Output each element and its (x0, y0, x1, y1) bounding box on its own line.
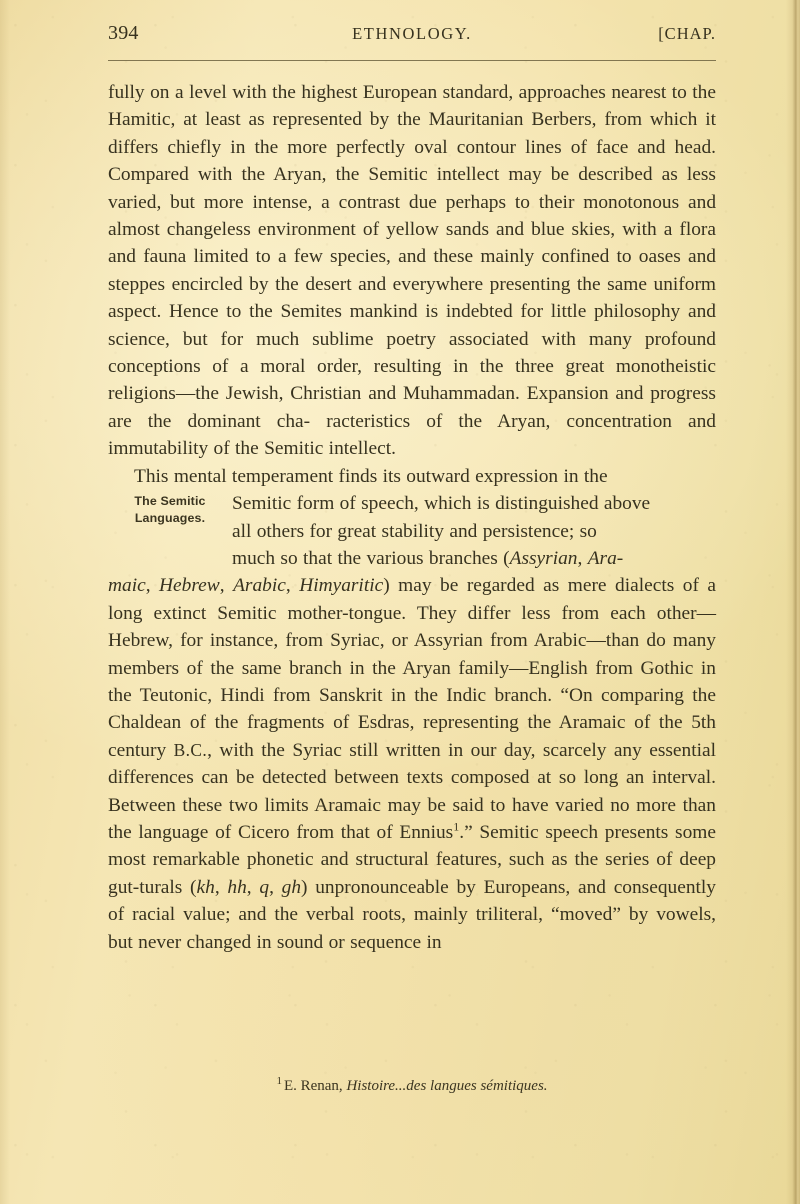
body-line: racteristics of the Aryan, concentration and immutability of the (108, 410, 717, 460)
body-line: all others for great stability and persistence; so (232, 520, 597, 542)
body-line: Muhammadan. Expansion and progress are the dominant cha- (108, 383, 716, 432)
body-line: , with the Syriac still written in our day, scarcely any essential differences can be detected between texts composed at so long an interval. Between these two limits Aramaic may be said to have varied no more than the language of Cicero from that of Ennius (108, 739, 716, 843)
marginal-note (108, 493, 232, 527)
running-title: ETHNOLOGY. (352, 24, 472, 43)
footnote-reference-marker[interactable]: 1 (453, 819, 460, 834)
body-line: contour lines of face and head. Compared with the Aryan, the (108, 136, 716, 186)
page-right-edge-shadow (786, 0, 800, 1204)
body-line: limited to a few species, and these mainly confined to oases and (193, 246, 717, 268)
body-line: fully on a level with the highest European standard, approaches (108, 82, 606, 103)
body-line: ) unpronounceable by Europeans, and consequently of racial value; and the verbal roots, mainly triliteral, “moved” by vowels, but never changed in sound or sequence in (108, 876, 717, 953)
text-block (108, 0, 716, 956)
body-line: uniform aspect. Hence to the Semites mankind is indebted for little (108, 273, 716, 323)
body-line: much so that the various branches ( (232, 547, 510, 569)
running-head (108, 22, 716, 56)
body-line: .” Semitic speech presents some most remarkable phonetic and structural features, such as the series of deep gut-turals ( (108, 821, 716, 898)
page-left-edge-shadow (0, 0, 10, 1204)
body-line: Semitic intellect may be described as less varied, but more intense, (108, 164, 716, 213)
paragraph-with-marginal-note (108, 463, 716, 956)
body-line: Berbers, from which it differs chiefly in the more perfectly oval (108, 109, 716, 158)
footnote (108, 1076, 716, 1096)
marginal-note-line-1: The Semitic (134, 493, 206, 508)
body-line: ) may be regarded as mere (383, 575, 607, 597)
body-line: dialects of a long extinct Semitic mother-tongue. They differ less from each other—Hebrew, for instance, from Syriac, or Assyrian from Arabic—than do many members of the same branch in the Aryan family—English from Gothic in the Teutonic, Hindi from Sanskrit in the Indic branch. “On comparing the Chaldean of the fragments of Esdras, representing the Aramaic of the 5th century (108, 575, 716, 761)
paragraph-continuation (108, 79, 716, 463)
header-rule (108, 60, 716, 61)
language-name-himyaritic: Himyaritic (299, 575, 384, 597)
footnote-author: E. Renan, (283, 1078, 347, 1094)
paragraph-opening-line (108, 463, 716, 490)
body-line: Semitic intellect. (264, 438, 396, 460)
language-name-hebrew: Hebrew (159, 575, 220, 597)
body-line: steppes encircled by the desert and everywhere presenting the same (108, 273, 647, 295)
body-line: with many profound conceptions of a moral order, resulting in the (108, 328, 716, 378)
guttural-hh: hh (227, 876, 247, 898)
guttural-q: q (259, 876, 270, 898)
body-line: nearest to the Hamitic, at least as represented by the Mauritanian (108, 82, 716, 131)
page-number: 394 (108, 22, 139, 44)
body-line: This mental temperament finds its outward expression in the (134, 465, 608, 487)
guttural-kh: kh (196, 876, 215, 898)
wrapped-line-2 (232, 518, 716, 545)
wrapped-line-1 (232, 490, 716, 517)
body-line: , (577, 547, 588, 569)
marginal-note-line-2: Languages. (134, 510, 206, 525)
footnote-marker: 1 (276, 1075, 282, 1087)
language-name-aramaic-part2: maic (108, 575, 146, 597)
chapter-marker: [CHAP. (658, 24, 716, 43)
paragraph-body-remainder: maic, Hebrew, Arabic, Himyaritic) may be regarded as mere dialects of a long extinct Semitic mother-tongue. They differ less from each other—Hebrew, for instance, from Syriac, or Assyrian from Arabic—than do many members of the same branch in the Aryan family—English from Gothic in the Teutonic, Hindi from Sanskrit in the Indic branch. “On comparing the Chaldean of the fragments of Esdras, representing the Aramaic of the 5th century B.C., with the Syriac still written in our day, scarcely any essential differences can be detected between texts composed at so long an interval. Between these two limits Aramaic may be said to have varied no more than the language of Cicero from that of Ennius$^1$.” Semitic speech presents some most remarkable phonetic and structural features, such as the series of deep gut-turals (kh, hh, q, gh) unpronounceable by Europeans, and consequently of racial value; and the verbal roots, mainly triliteral, “moved” by vowels, but never changed in sound or sequence in (108, 575, 717, 953)
era-abbreviation: B.C. (173, 739, 208, 760)
language-name-arabic: Arabic (233, 575, 286, 597)
wrapped-line-3 (232, 545, 716, 572)
footnote-title: Histoire...des langues sémitiques. (346, 1078, 548, 1094)
lines-beside-marginal-note (232, 490, 716, 572)
body-line: Semitic form of speech, which is distinguished above (232, 493, 651, 515)
body-line: philosophy and science, but for much sublime poetry associated (108, 301, 716, 350)
body-line: environment of yellow sands and blue skies, with a flora and fauna (108, 219, 716, 268)
guttural-gh: gh (281, 876, 302, 898)
body-line: a contrast due perhaps to their monotonous and almost changeless (108, 191, 717, 241)
body-line: three great monotheistic religions—the Jewish, Christian and (108, 356, 716, 405)
language-name-assyrian: Assyrian (509, 547, 578, 569)
language-name-aramaic-part1: Ara- (587, 547, 624, 569)
